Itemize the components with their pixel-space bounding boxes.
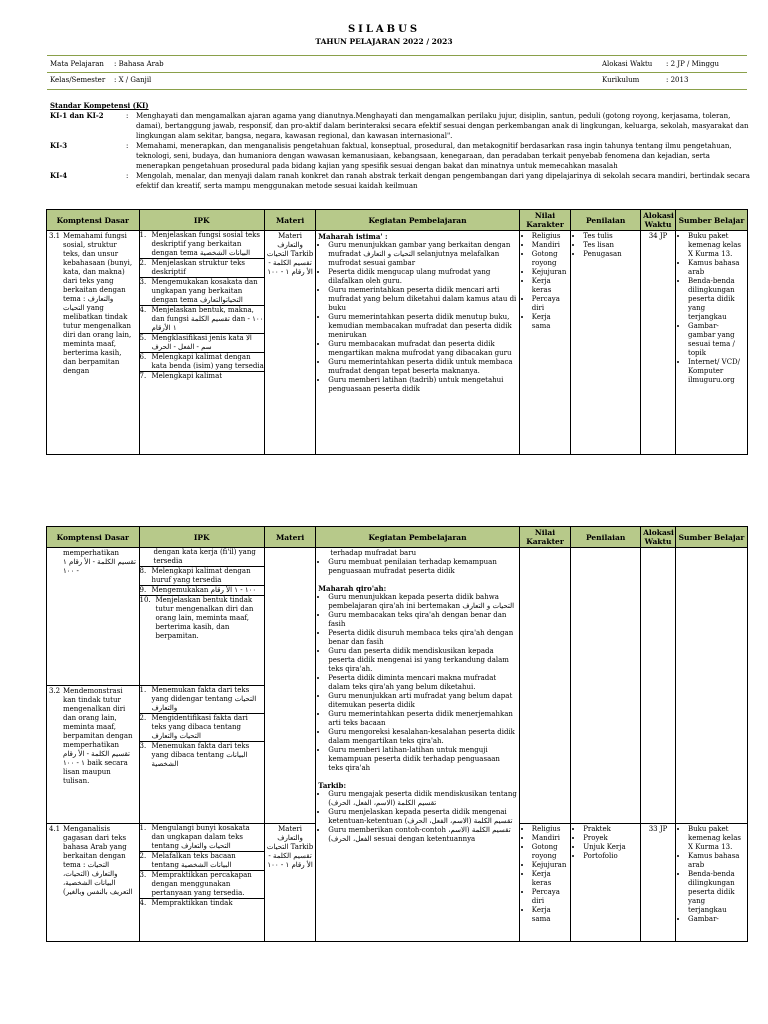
list-item: • Religius: [532, 232, 568, 241]
penilaian-cell: [571, 824, 641, 942]
penilaian-cell: [571, 231, 641, 455]
alokasi-cell: 34 JP: [641, 231, 676, 455]
standar-kompetensi: [50, 101, 750, 191]
list-item: • Peserta didik disuruh membaca teks qira'ah dengan benar dan fasih: [328, 629, 517, 647]
alokasi-label: Alokasi Waktu: [602, 60, 653, 68]
mata-pelajaran-value: : Bahasa Arab: [114, 60, 164, 68]
kd-number: 3.1: [49, 232, 61, 240]
materi-cell: [264, 548, 315, 824]
ki-key: KI-4: [50, 171, 68, 180]
list-item: • Kejujuran: [532, 268, 568, 277]
ki-text: Memahami, menerapkan, dan menganalisis pengetahuan faktual, konseptual, prosedural, dan metakognitif berdasarkan rasa ingin tahunya tentang ilmu pengetahuan, teknologi, seni, budaya, dan humaniora dengan wawasan kemanusiaan, kebangsaan, kenegaraan, dan peradaban terkait penyebab fenomena dan kejadian, serta menerapkan pengetahuan prosedural pada bidang kajian yang spesifik sesuai dengan bakat dan minatnya untuk memecahkan masalah: [136, 142, 732, 170]
kegiatan-list: [318, 558, 517, 576]
standar-heading: Standar Kompetensi (KI): [50, 101, 149, 110]
list-item: • Benda-benda dilingkungan peserta didik yang terjangkau: [688, 277, 745, 322]
list-item: • Peserta didik mengucap ulang mufrodat yang dilafalkan oleh guru.: [328, 268, 517, 286]
list-item: • Guru membacakan mufradat dan peserta didik mengartikan makna mufrodat yang dibacakan guru: [328, 340, 517, 358]
list-item: • Proyek: [583, 834, 638, 843]
list-item: • Kerja sama: [532, 906, 568, 924]
list-item: • Guru membacakan teks qira'ah dengan benar dan fasih: [328, 611, 517, 629]
list-item: 6. Melengkapi kalimat dengan kata benda (isim) yang tersedia: [139, 353, 264, 370]
kd-cell: [47, 824, 140, 942]
sumber-cell: [676, 548, 748, 824]
ipk-list: [140, 824, 264, 908]
kegiatan-list: [318, 790, 517, 844]
col-kegiatan: Kegiatan Pembelajaran: [316, 210, 520, 231]
sumber-cell: [676, 231, 748, 455]
kegiatan-heading: Maharah istima' :: [318, 232, 388, 241]
list-item: 1. Mengulangi bunyi kosakata dan ungkapan dalam teks tentang التحيات والتعارف: [140, 824, 264, 852]
list-item: • Internet/ VCD/ Komputer ilmuguru.org: [688, 358, 745, 385]
nilai-list: [522, 825, 568, 924]
list-item: • Penugasan: [583, 250, 638, 259]
list-item: • Kerja keras: [532, 870, 568, 888]
list-item: • Tes tulis: [583, 232, 638, 241]
list-item: 9. Mengemukakan ١٠٠ - ١ الأ رقام: [140, 586, 264, 596]
list-item: • Kejujuran: [532, 861, 568, 870]
kurikulum-value: : 2013: [666, 76, 689, 84]
materi-cell: Materi والتعارف التحيات Tarkib تقسيم الكلمة - الأ رقام ١ - ١٠٠: [264, 824, 315, 942]
ki-row: KI-1 dan KI-2 : Menghayati dan mengamalkan ajaran agama yang dianutnya.Menghayati dan mengamalkan perilaku jujur, disiplin, santun, peduli (gotong royong, kerjasama, toleran, damai), bertanggung jawab, responsif, dan pro-aktif dalam berinteraksi secara efektif sesuai dengan perkembangan anak di lingkungan, keluarga, sekolah, masyarakat dan lingkungan alam sekitar, bangsa, negara, kawasan regional, dan kawasan internasional".: [50, 111, 749, 140]
syllabus-table-1: [46, 209, 748, 455]
list-item: • Gotong royong: [532, 250, 568, 268]
header-divider-bottom: [47, 89, 747, 90]
col-nilai: Nilai Karakter: [519, 527, 570, 548]
header-divider-mid: [47, 72, 747, 73]
list-item: 2. Menjelaskan struktur teks deskriptif: [140, 259, 264, 278]
document-title: SILABUS: [347, 24, 421, 35]
kegiatan-list: [318, 593, 517, 773]
ipk-cell: [139, 824, 264, 942]
list-item: 10. Menjelaskan bentuk tindak tutur mengenalkan diri dan orang lain, meminta maaf, berterima kasih, dan berpamitan.: [139, 596, 254, 640]
kd-number: 4.1: [49, 825, 61, 833]
list-item: • Guru memerintahkan peserta didik untuk membaca mufradat dengan tepat beserta maknanya.: [328, 358, 517, 376]
list-item: 4. Menjelaskan bentuk, makna, dan fungsi تقسيم الكلمة dan ١٠٠ - ١ الأرقام: [139, 306, 264, 332]
col-alokasi: Alokasi Waktu: [641, 527, 676, 548]
list-item: • Unjuk Kerja: [583, 843, 638, 852]
table-row: [47, 548, 748, 686]
list-item: • Guru menunjukkan gambar yang berkaitan dengan mufradat التحيات و التعارف selanjutnya melafalkan mufrodat sesuai gambar: [328, 241, 517, 268]
qiroah-heading: Maharah qiro'ah:: [318, 584, 387, 593]
ipk-continued: dengan kata kerja (fi'il) yang tersedia: [140, 548, 264, 567]
col-sumber: Sumber Belajar: [676, 527, 748, 548]
kegiatan-cell: [316, 548, 520, 942]
alokasi-cell: [641, 548, 676, 824]
kd-cell: memperhatikan تقسيم الكلمة - الأ رقام ١ - ١٠٠: [47, 548, 140, 686]
col-penilaian: Penilaian: [571, 527, 641, 548]
ipk-list: [140, 231, 264, 381]
ki-key: KI-1 dan KI-2: [50, 111, 104, 120]
list-item: • Guru mengoreksi kesalahan-kesalahan peserta didik dalam mengartikan teks qira'ah.: [328, 728, 517, 746]
list-item: • Kamus bahasa arab: [688, 852, 745, 870]
ki-text: Menghayati dan mengamalkan ajaran agama yang dianutnya.Menghayati dan mengamalkan perilaku jujur, disiplin, santun, peduli (gotong royong, kerjasama, toleran, damai), bertanggung jawab, responsif, dan pro-aktif dalam berinteraksi secara efektif sesuai dengan perkembangan anak di lingkungan, keluarga, sekolah, masyarakat dan lingkungan alam sekitar, bangsa, negara, kawasan regional, dan kawasan internasional".: [136, 112, 749, 140]
list-item: • Tes lisan: [583, 241, 638, 250]
nilai-cell: [519, 231, 570, 455]
list-item: • Mandiri: [532, 241, 568, 250]
kd-cell: [47, 686, 140, 824]
mata-pelajaran-label: Mata Pelajaran: [50, 60, 104, 68]
list-item: • Religius: [532, 825, 568, 834]
list-item: 2. Mengidentifikasi fakta dari teks yang dibaca tentang التحيات والتعارف: [140, 714, 264, 742]
list-item: 8. Melengkapi kalimat dengan huruf yang tersedia: [140, 567, 264, 586]
nilai-cell: [519, 824, 570, 942]
list-item: 1. Menemukan fakta dari teks yang didengar tentang التحيات والتعارف: [140, 686, 264, 714]
col-materi: Materi: [264, 210, 315, 231]
col-sumber: Sumber Belajar: [676, 210, 748, 231]
list-item: • Gambar-gambar yang sesuai tema / topik: [688, 322, 745, 358]
list-item: • Kerja sama: [532, 313, 568, 331]
col-nilai: Nilai Karakter: [519, 210, 570, 231]
list-item: • Gambar-: [688, 915, 745, 924]
list-item: • Portofolio: [583, 852, 638, 861]
list-item: • Guru memerintahkan peserta didik menerjemahkan arti teks bacaan: [328, 710, 517, 728]
syllabus-table-2: [46, 526, 748, 942]
list-item: • Guru menjelaskan kepada peserta didik mengenai ketentuan-ketentuan تقسيم الكلمة (الاسم، الفعل، الحرف): [328, 808, 517, 826]
list-item: • Kerja keras: [532, 277, 568, 295]
sumber-list: [678, 825, 745, 924]
list-item: • Buku paket kemenag kelas X Kurma 13.: [688, 232, 745, 259]
list-item: 4. Mempraktikkan tindak: [139, 899, 233, 907]
list-item: • Percaya diri: [532, 888, 568, 906]
document-subtitle: TAHUN PELAJARAN 2022 / 2023: [315, 37, 453, 46]
list-item: • Praktek: [583, 825, 638, 834]
penilaian-cell: [571, 548, 641, 824]
ipk-list: [140, 567, 264, 641]
col-ipk: IPK: [139, 527, 264, 548]
list-item: • Guru memberi latihan-latihan untuk menguji kemampuan peserta didik terhadap penguasaan teks qira'ah: [328, 746, 517, 773]
kelas-value: : X / Ganjil: [114, 76, 152, 84]
list-item: 3. Menemukan fakta dari teks yang dibaca tentang البيانات الشخصية: [139, 742, 250, 768]
ipk-list: [140, 686, 264, 769]
col-ipk: IPK: [139, 210, 264, 231]
list-item: • Guru memerintahkan peserta didik mencari arti mufradat yang belum diketahui dalam kamus atau di buku: [328, 286, 517, 313]
list-item: • Guru membuat penilaian terhadap kemampuan penguasaan mufradat peserta didik: [328, 558, 517, 576]
list-item: • Gotong royong: [532, 843, 568, 861]
kd-text: Memahami fungsi sosial, struktur teks, dan unsur kebahasaan (bunyi, kata, dan makna) dari teks yang berkaitan dengan tema : والتعارف التحيات yang melibatkan tindak tutur mengenalkan diri dan orang lain, meminta maaf, berterima kasih, dan berpamitan dengan: [63, 232, 133, 375]
tarkib-heading: Tarkib:: [318, 781, 347, 790]
list-item: • Percaya diri: [532, 295, 568, 313]
list-item: • Kamus bahasa arab: [688, 259, 745, 277]
nilai-list: [522, 232, 568, 331]
col-kegiatan: Kegiatan Pembelajaran: [316, 527, 520, 548]
kegiatan-list: [318, 241, 517, 394]
list-item: • Buku paket kemenag kelas X Kurma 13.: [688, 825, 745, 852]
ipk-cell: [139, 231, 264, 455]
ki-key: KI-3: [50, 141, 68, 150]
list-item: 3. Mengemukakan kosakata dan ungkapan yang berkaitan dengan tema التحياتوالتعارف: [140, 278, 264, 306]
list-item: 2. Melafalkan teks bacaan tentang البيانات الشخصية: [140, 852, 264, 871]
alokasi-cell: 33 JP: [641, 824, 676, 942]
kelas-label: Kelas/Semester: [50, 76, 106, 84]
list-item: • Peserta didik diminta mencari makna mufradat dalam teks qira'ah yang belum diketahui.: [328, 674, 517, 692]
ki-row: KI-3 : Memahami, menerapkan, dan menganalisis pengetahuan faktual, konseptual, prosedural, dan metakognitif berdasarkan rasa ingin tahunya tentang ilmu pengetahuan, teknologi, seni, budaya, dan humaniora dengan wawasan kemanusiaan, kebangsaan, kenegaraan, dan peradaban terkait penyebab fenomena dan kejadian, serta menerapkan pengetahuan prosedural pada bidang kajian yang spesifik sesuai dengan bakat dan minatnya untuk memecahkan masalah: [50, 141, 750, 171]
list-item: • Mandiri: [532, 834, 568, 843]
kegiatan-continued: terhadap mufradat baru: [330, 549, 417, 557]
list-item: 3. Mempraktikkan percakapan dengan menggunakan pertanyaan yang tersedia.: [140, 871, 264, 899]
kd-cell: [47, 231, 140, 455]
list-item: • Guru mengajak peserta didik mendiskusikan tentang تقسيم الكلمة (الاسم، الفعل، الحرف): [328, 790, 517, 808]
kd-text: Mendemonstrasi kan tindak tutur mengenalkan diri dan orang lain, meminta maaf, berpamitan dengan memperhatikan تقسيم الكلمة - الأ رقام ١ - ١٠٠ baik secara lisan maupun tulisan.: [63, 687, 133, 785]
kegiatan-cell: [316, 231, 520, 455]
header-divider-top: [47, 55, 747, 56]
ki-text: Mengolah, menalar, dan menyaji dalam ranah konkret dan ranah abstrak terkait dengan pengembangan dari yang dipelajarinya di sekolah secara mandiri, bertindak secara efektif dan kreatif, serta mampu menggunakan metode sesuai kaidah keilmuan: [136, 172, 750, 190]
col-kd: Komptensi Dasar: [47, 210, 140, 231]
materi-cell: Materi والتعارف التحيات Tarkib تقسيم الكلمة - الأ رقام ١ - ١٠٠: [264, 231, 315, 455]
kd-text: Menganalisis gagasan dari teks bahasa Arab yang berkaitan dengan tema : التحيات والتعارف (التحيات، البيانات الشخصية، التعريف بالنفس وبالغير): [63, 825, 133, 896]
sumber-cell: [676, 824, 748, 942]
ki-row: KI-4 : Mengolah, menalar, dan menyaji dalam ranah konkret dan ranah abstrak terkait dengan pengembangan dari yang dipelajarinya di sekolah secara mandiri, bertindak secara efektif dan kreatif, serta mampu menggunakan metode sesuai kaidah keilmuan: [50, 171, 750, 190]
alokasi-value: : 2 JP / Minggu: [666, 60, 719, 68]
col-alokasi: Alokasi Waktu: [641, 210, 676, 231]
col-materi: Materi: [264, 527, 315, 548]
list-item: • Guru memberi latihan (tadrib) untuk mengetahui penguasaan peserta didik: [328, 376, 517, 394]
list-item: • Guru menunjukkan kepada peserta didik bahwa pembelajaran qira'ah ini bertemakan التحيات و التعارف: [328, 593, 517, 611]
kd-number: 3.2: [49, 687, 61, 695]
kurikulum-label: Kurikulum: [602, 76, 640, 84]
list-item: 1. Menjelaskan fungsi sosial teks deskriptif yang berkaitan dengan tema البيانات الشخصية: [140, 231, 264, 259]
list-item: • Guru memerintahkan peserta didik menutup buku, kemudian membacakan mufradat dan peserta didik menirukan: [328, 313, 517, 340]
list-item: 5. Mengklasifikasi jenis kata الا سم - الفعل - الحرف: [140, 334, 264, 353]
sumber-list: [678, 232, 745, 385]
col-kd: Komptensi Dasar: [47, 527, 140, 548]
list-item: • Guru memberikan contoh-contoh تقسيم الكلمة (الاسم، الفعل، الحرف) sesuai dengan ketentuannya: [328, 826, 517, 844]
penilaian-list: [573, 232, 638, 259]
list-item: • Guru dan peserta didik mendiskusikan kepada peserta didik mengenai isi yang terkandung dalam teks qira'ah.: [328, 647, 517, 674]
col-penilaian: Penilaian: [571, 210, 641, 231]
ipk-cell: [139, 548, 264, 686]
list-item: 7. Melengkapi kalimat: [139, 372, 223, 380]
table-row: [47, 231, 748, 455]
list-item: • Benda-benda dilingkungan peserta didik yang terjangkau: [688, 870, 745, 915]
nilai-cell: [519, 548, 570, 824]
ipk-cell: [139, 686, 264, 824]
penilaian-list: [573, 825, 638, 861]
list-item: • Guru menunjukkan arti mufradat yang belum dapat ditemukan peserta didik: [328, 692, 517, 710]
